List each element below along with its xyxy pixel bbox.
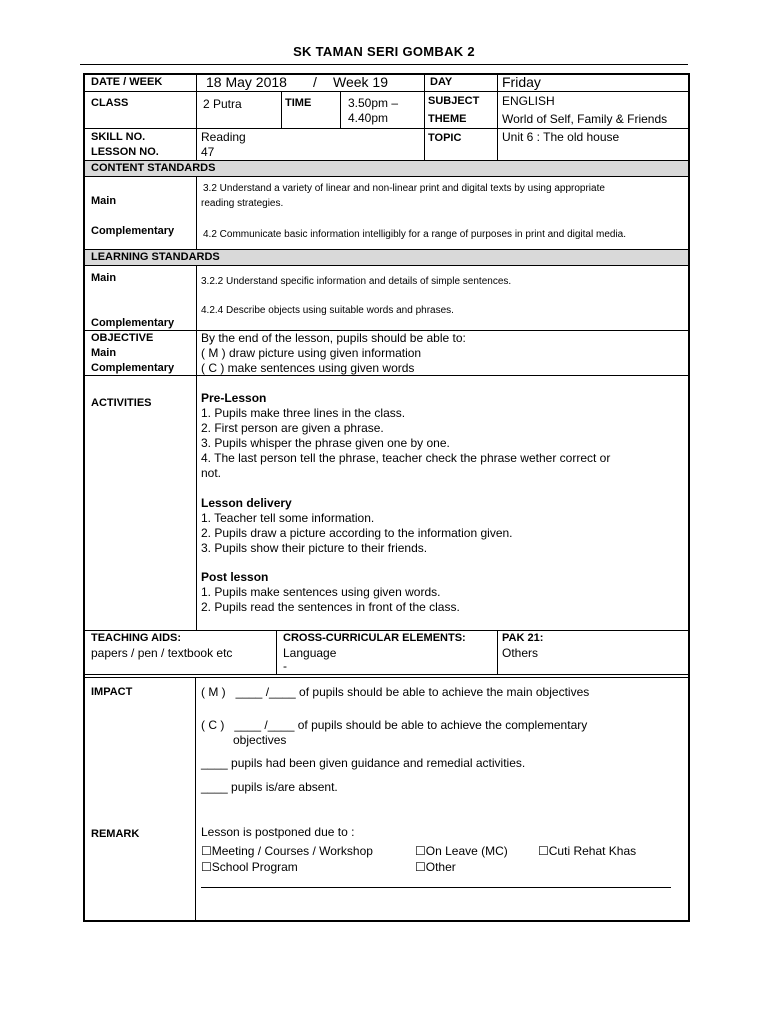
cce-dash: -: [283, 659, 287, 673]
ls-main-label: Main: [91, 272, 117, 284]
topic-value: Unit 6 : The old house: [502, 130, 620, 144]
lesson-value: 47: [201, 145, 215, 159]
learning-standards-heading: LEARNING STANDARDS: [91, 251, 220, 263]
cs-main-line2: reading strategies.: [201, 198, 284, 209]
option-label: On Leave (MC): [425, 844, 508, 858]
week-value: Week 19: [333, 74, 388, 90]
class-label: CLASS: [91, 97, 129, 109]
pre-lesson-step-4-cont: not.: [201, 466, 222, 480]
impact-comp-line: ( C ) ____ /____ of pupils should be able to achieve the complementary: [201, 718, 588, 732]
remark-option-leave[interactable]: [415, 844, 508, 858]
remark-option-other[interactable]: [415, 860, 456, 874]
impact-main-line: ( M ) ____ /____ of pupils should be able to achieve the main objectives: [201, 685, 590, 699]
school-title: SK TAMAN SERI GOMBAK 2: [293, 44, 475, 59]
impact-comp-line-cont: objectives: [233, 733, 287, 747]
teaching-aids-value: papers / pen / textbook etc: [91, 646, 233, 660]
activities-label: ACTIVITIES: [91, 397, 152, 409]
post-lesson-heading: Post lesson: [201, 570, 269, 584]
skill-label: SKILL NO.: [91, 131, 146, 143]
objective-label: OBJECTIVE: [91, 332, 154, 344]
class-value: 2 Putra: [203, 97, 242, 111]
pre-lesson-step-3: 3. Pupils whisper the phrase given one by one.: [201, 436, 450, 450]
delivery-step-1: 1. Teacher tell some information.: [201, 511, 375, 525]
time-end: 4.40pm: [348, 111, 389, 125]
ls-main-text: 3.2.2 Understand specific information and details of simple sentences.: [201, 276, 512, 287]
checkbox-icon[interactable]: ☐: [201, 860, 212, 874]
objective-intro: By the end of the lesson, pupils should be able to:: [201, 331, 466, 345]
content-standards-heading: CONTENT STANDARDS: [91, 162, 216, 174]
cs-main-line1: 3.2 Understand a variety of linear and non-linear print and digital texts by using appropriate: [203, 183, 605, 194]
ls-comp-text: 4.2.4 Describe objects using suitable words and phrases.: [201, 305, 454, 316]
remark-label: REMARK: [91, 828, 140, 840]
pak21-label: PAK 21:: [502, 632, 544, 644]
post-lesson-step-2: 2. Pupils read the sentences in front of the class.: [201, 600, 460, 614]
date-week-label: DATE / WEEK: [91, 76, 163, 88]
option-label: Cuti Rehat Khas: [548, 844, 637, 858]
impact-guidance-line: ____ pupils had been given guidance and remedial activities.: [201, 756, 526, 770]
remark-option-meeting[interactable]: [201, 844, 373, 858]
cs-comp-text: 4.2 Communicate basic information intelligibly for a range of purposes in print and digital media.: [203, 229, 627, 240]
remark-intro: Lesson is postponed due to :: [201, 825, 355, 839]
day-value: Friday: [502, 74, 541, 90]
pre-lesson-heading: Pre-Lesson: [201, 391, 267, 405]
cce-value: Language: [283, 646, 337, 660]
objective-comp: ( C ) make sentences using given words: [201, 361, 415, 375]
remark-write-line[interactable]: [201, 887, 671, 888]
date-week-separator: /: [313, 74, 317, 90]
post-lesson-step-1: 1. Pupils make sentences using given words.: [201, 585, 441, 599]
ls-comp-label: Complementary: [91, 317, 175, 329]
option-label: Meeting / Courses / Workshop: [211, 844, 373, 858]
pre-lesson-step-4: 4. The last person tell the phrase, teacher check the phrase wether correct or: [201, 451, 611, 465]
cs-comp-label: Complementary: [91, 225, 175, 237]
impact-label: IMPACT: [91, 686, 133, 698]
checkbox-icon[interactable]: ☐: [201, 844, 212, 858]
skill-value: Reading: [201, 130, 246, 144]
pak21-value: Others: [502, 646, 539, 660]
objective-main: ( M ) draw picture using given information: [201, 346, 422, 360]
cs-main-label: Main: [91, 195, 117, 207]
pre-lesson-step-2: 2. First person are given a phrase.: [201, 421, 384, 435]
subject-value: ENGLISH: [502, 94, 555, 108]
time-start: 3.50pm –: [348, 96, 399, 110]
objective-main-label: Main: [91, 347, 117, 359]
remark-option-cuti[interactable]: [538, 844, 636, 858]
time-label: TIME: [285, 97, 312, 109]
delivery-step-3: 3. Pupils show their picture to their friends.: [201, 541, 428, 555]
topic-label: TOPIC: [428, 132, 462, 144]
impact-absent-line: ____ pupils is/are absent.: [201, 780, 338, 794]
subject-label: SUBJECT: [428, 95, 480, 107]
checkbox-icon[interactable]: ☐: [415, 844, 426, 858]
lesson-delivery-heading: Lesson delivery: [201, 496, 292, 510]
title-rule: [80, 64, 688, 65]
date-value: 18 May 2018: [206, 74, 287, 90]
remark-option-school[interactable]: [201, 860, 298, 874]
option-label: Other: [425, 860, 456, 874]
theme-label: THEME: [428, 113, 467, 125]
day-label: DAY: [430, 76, 453, 88]
checkbox-icon[interactable]: ☐: [415, 860, 426, 874]
lesson-label: LESSON NO.: [91, 146, 159, 158]
option-label: School Program: [211, 860, 298, 874]
objective-comp-label: Complementary: [91, 362, 175, 374]
pre-lesson-step-1: 1. Pupils make three lines in the class.: [201, 406, 406, 420]
delivery-step-2: 2. Pupils draw a picture according to the information given.: [201, 526, 513, 540]
cce-label: CROSS-CURRICULAR ELEMENTS:: [283, 632, 466, 644]
theme-value: World of Self, Family & Friends: [502, 112, 668, 126]
checkbox-icon[interactable]: ☐: [538, 844, 549, 858]
teaching-aids-label: TEACHING AIDS:: [91, 632, 182, 644]
